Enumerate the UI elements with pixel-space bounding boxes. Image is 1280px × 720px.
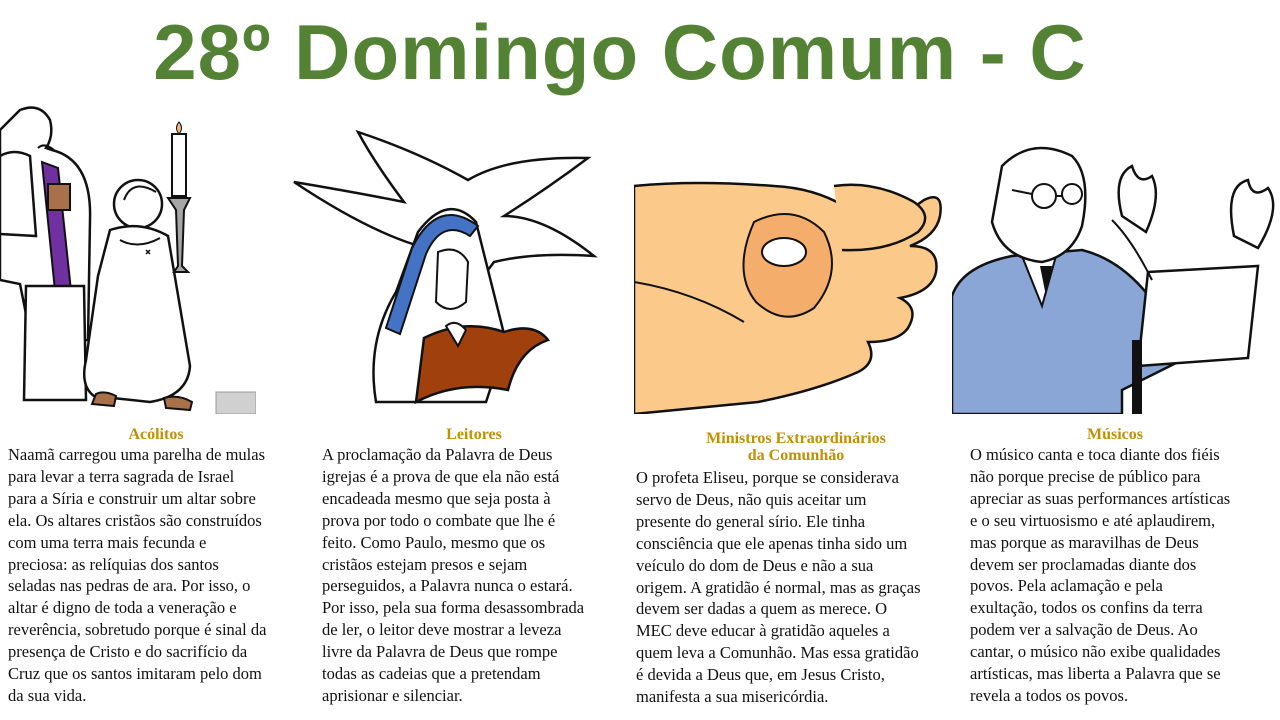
text-line: feito. Como Paulo, mesmo que os	[322, 532, 546, 552]
ministers-column	[636, 430, 962, 708]
text-line: MEC deve educar à gratidão aqueles a	[636, 621, 890, 641]
text-line: Cruz que os santos imitaram pelo dom	[8, 664, 262, 684]
text-line: livre da Palavra de Deus que rompe	[322, 642, 558, 662]
musicians-illustration	[952, 136, 1280, 414]
text-line: cristãos estejam presos e sejam	[322, 554, 528, 574]
readers-illustration	[288, 112, 608, 414]
text-line: quem leva a Comunhão. Mas essa gratidão	[636, 643, 919, 663]
text-line: apreciar as suas performances artísticas	[970, 488, 1231, 508]
open-hands-with-host-icon	[634, 162, 942, 414]
ministers-illustration	[634, 162, 942, 414]
text-line: para levar a terra sagrada de Israel	[8, 466, 235, 486]
acolytes-heading: Acólitos	[128, 426, 184, 443]
text-line: manifesta a sua misericórdia.	[636, 687, 829, 707]
text-line: igrejas é a prova de que ela não está	[322, 466, 560, 486]
text-line: exultação, todos os confins da terra	[970, 598, 1203, 618]
text-line: encadeada mesmo que seja posta à	[322, 488, 551, 508]
text-line: para a Síria e construir um altar sobre	[8, 488, 256, 508]
text-line: preciosa: as relíquias dos santos	[8, 554, 219, 574]
text-line: e o seu virtuosismo e até aplaudirem,	[970, 510, 1216, 530]
text-line: A proclamação da Palavra de Deus	[322, 445, 553, 464]
ministers-heading	[636, 430, 956, 464]
acolytes-illustration	[0, 100, 256, 414]
musicians-text	[970, 444, 1274, 707]
text-line: Naamã carregou uma parelha de mulas	[8, 445, 265, 464]
text-line: ela. Os altares cristãos são construídos	[8, 510, 262, 530]
text-line: com uma terra mais fecunda e	[8, 532, 207, 552]
ministers-heading-line2: da Comunhão	[747, 447, 845, 464]
musicians-column	[970, 424, 1274, 707]
text-line: devem ser proclamadas diante dos	[970, 554, 1197, 574]
text-line: seladas nas pedras de ara. Por isso, o	[8, 576, 251, 596]
readers-heading: Leitores	[446, 426, 502, 443]
page-title: 28º Domingo Comum - C	[153, 8, 1087, 96]
text-line: artísticas, mas liberta a Palavra que se	[970, 664, 1221, 684]
text-line: mas porque as maravilhas de Deus	[970, 532, 1199, 552]
text-line: da sua vida.	[8, 685, 87, 705]
readers-text	[322, 444, 626, 707]
text-line: de ler, o leitor deve mostrar a leveza	[322, 620, 562, 640]
priest-and-altar-server-icon	[0, 100, 256, 414]
text-line: Por isso, pela sua forma desassombrada	[322, 598, 585, 618]
text-line: prova por todo o combate que lhe é	[322, 510, 556, 530]
text-line: O profeta Eliseu, porque se considerava	[636, 468, 899, 487]
text-line: não porque precise de público para	[970, 466, 1201, 486]
readers-column	[322, 424, 626, 707]
text-line: origem. A gratidão é normal, mas as graças	[636, 577, 921, 597]
acolytes-text	[8, 444, 304, 707]
text-line: perseguidos, a Palavra nunca o estará.	[322, 576, 573, 596]
text-line: devem ser dadas a quem as merece. O	[636, 599, 888, 619]
ministers-heading-line1: Ministros Extraordinários	[706, 430, 886, 447]
text-line: revela a todos os povos.	[970, 685, 1129, 705]
text-line: é devida a Deus que, em Jesus Cristo,	[636, 665, 885, 685]
text-line: todas as cadeias que a pretendam	[322, 664, 541, 684]
text-line: presente do general sírio. Ele tinha	[636, 511, 866, 531]
musicians-heading: Músicos	[1087, 426, 1143, 443]
text-line: servo de Deus, não quis aceitar um	[636, 489, 867, 509]
text-line: O músico canta e toca diante dos fiéis	[970, 445, 1220, 464]
text-line: veículo do dom de Deus e não a sua	[636, 555, 874, 575]
text-line: reverência, sobretudo porque é sinal da	[8, 620, 267, 640]
text-line: povos. Pela aclamação e pela	[970, 576, 1163, 596]
dove-and-reader-icon	[288, 112, 608, 414]
text-line: podem ver a salvação de Deus. Ao	[970, 620, 1198, 640]
text-line: cantar, o músico não exibe qualidades	[970, 642, 1221, 662]
text-line: consciência que ele apenas tinha sido um	[636, 533, 908, 553]
text-line: presença de Cristo e do sacrifício da	[8, 642, 248, 662]
acolytes-column	[8, 424, 304, 707]
text-line: altar é digno de toda a veneração e	[8, 598, 237, 618]
text-line: aprisionar e silenciar.	[322, 685, 463, 705]
ministers-text	[636, 467, 962, 708]
choir-conductor-icon	[952, 136, 1280, 414]
